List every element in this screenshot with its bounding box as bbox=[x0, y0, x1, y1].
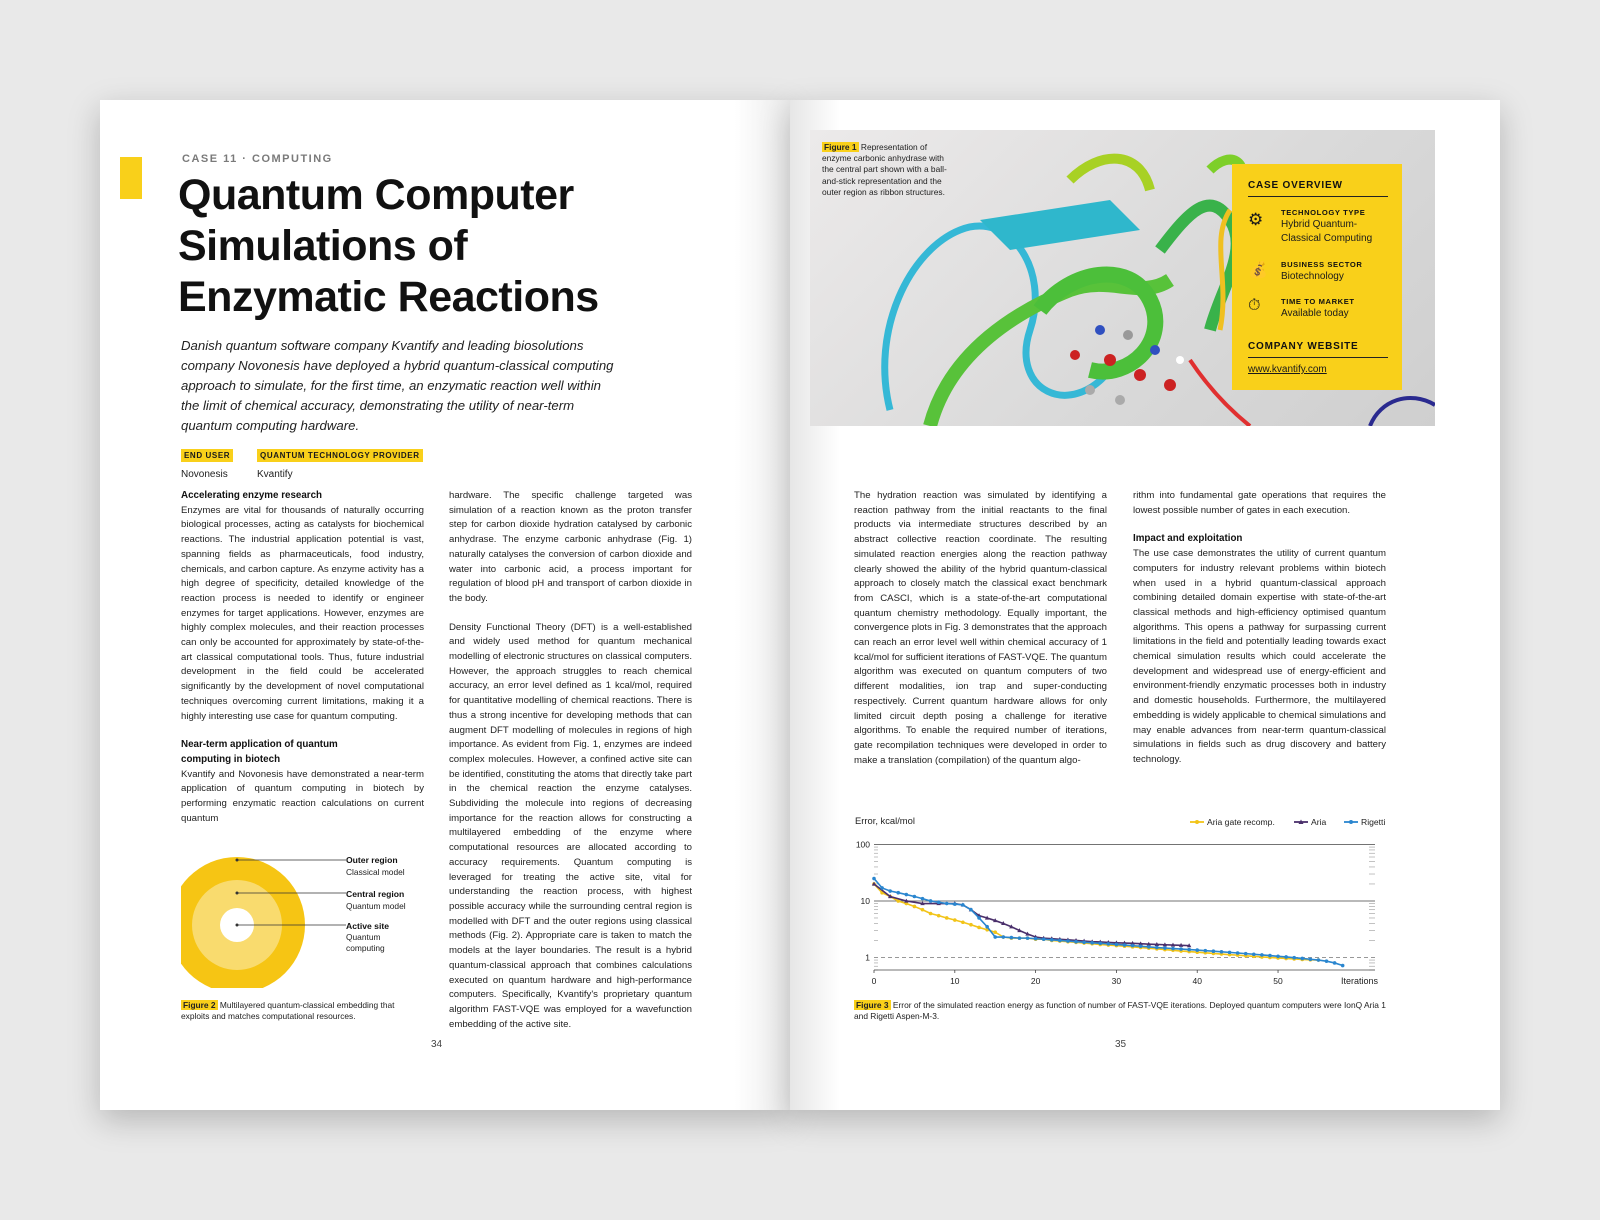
series-2-point bbox=[1252, 952, 1256, 956]
series-2-point bbox=[1042, 937, 1046, 941]
series-2-point bbox=[1098, 942, 1102, 946]
series-2-point bbox=[1187, 948, 1191, 952]
series-2-point bbox=[1171, 947, 1175, 951]
series-0-point bbox=[913, 905, 917, 909]
provider-label: QUANTUM TECHNOLOGY PROVIDER bbox=[257, 449, 423, 462]
central-region-model: Quantum model bbox=[346, 901, 406, 911]
series-2-point bbox=[945, 902, 949, 906]
page-title bbox=[178, 170, 638, 323]
website-divider bbox=[1248, 357, 1388, 358]
central-region-label: Central region bbox=[346, 889, 405, 899]
heading-near-term: Near-term application of quantum computing in biotech bbox=[181, 739, 338, 765]
company-website-title: COMPANY WEBSITE bbox=[1248, 341, 1359, 352]
overview-divider bbox=[1248, 196, 1388, 197]
active-site-model: Quantum computing bbox=[346, 932, 385, 953]
figure-2 bbox=[181, 850, 441, 990]
case-overview-box bbox=[1232, 164, 1402, 390]
convergence-chart bbox=[850, 812, 1400, 997]
end-user-block bbox=[181, 445, 233, 480]
series-2-point bbox=[1333, 961, 1337, 965]
series-2-point bbox=[1058, 939, 1062, 943]
series-line-1 bbox=[874, 884, 1189, 946]
series-2-point bbox=[929, 899, 933, 903]
figure-1-caption bbox=[822, 142, 947, 198]
series-2-point bbox=[1212, 949, 1216, 953]
x-tick-label-5: 50 bbox=[1273, 976, 1283, 986]
series-2-point bbox=[1026, 936, 1030, 940]
provider-value: Kvantify bbox=[257, 469, 293, 480]
business-sector-value: Biotechnology bbox=[1281, 271, 1344, 282]
series-2-point bbox=[1010, 936, 1014, 940]
series-2-point bbox=[1300, 957, 1304, 961]
case-overview-title: CASE OVERVIEW bbox=[1248, 180, 1343, 191]
x-tick-label-2: 20 bbox=[1030, 976, 1041, 986]
provider-block bbox=[257, 445, 423, 480]
page-number-right: 35 bbox=[1115, 1039, 1127, 1050]
case-kicker: CASE 11 · COMPUTING bbox=[182, 153, 333, 165]
series-2-point bbox=[993, 935, 997, 939]
series-2-point bbox=[880, 886, 884, 890]
paragraph-gate-ops: rithm into fundamental gate operations that requires the lowest possible number of gates in each execution. bbox=[1133, 490, 1386, 516]
series-2-point bbox=[961, 903, 965, 907]
series-2-point bbox=[1131, 944, 1135, 948]
series-2-point bbox=[1163, 946, 1167, 950]
chart-series bbox=[872, 877, 1345, 968]
title-line-3: Enzymatic Reactions bbox=[178, 273, 599, 321]
right-page bbox=[790, 100, 1500, 1110]
technology-type-label: TECHNOLOGY TYPE bbox=[1281, 208, 1366, 217]
figure-1-text: Representation of enzyme carbonic anhydrase with the central part shown with a ball-and-stick representation and the outer region as ribbon structures. bbox=[822, 142, 947, 197]
paragraph-accelerating: Enzymes are vital for thousands of naturally occurring biological processes, acting as catalysts for biochemical reactions. The industrial application potential is vast, spanning fields as pharmaceuticals, food industry, chemicals, and carbon capture. As enzyme activity has a high degree of specificity, detailed knowledge of the reaction process is needed to identify or engineer enzymes for target applications. However, enzymes are highly complex molecules, and their reaction processes can only be accounted for approximately by state-of-the-art classical computational tools. Thus, future industrial development in the field could be accelerated significantly by the development of novel computational techniques overcoming current limitations, making it a highly interesting use case for quantum computing. bbox=[181, 504, 424, 722]
legend-label-1: Aria bbox=[1311, 817, 1327, 827]
heading-accelerating: Accelerating enzyme research bbox=[181, 490, 323, 501]
series-2-point bbox=[1317, 958, 1321, 962]
series-2-point bbox=[1139, 944, 1143, 948]
left-page bbox=[100, 100, 790, 1110]
series-2-point bbox=[921, 897, 925, 901]
series-2-point bbox=[1082, 940, 1086, 944]
series-2-point bbox=[953, 902, 957, 906]
gears-icon: ⚙ bbox=[1248, 210, 1264, 229]
right-column-2 bbox=[1133, 489, 1386, 768]
series-line-2 bbox=[874, 878, 1343, 965]
series-2-point bbox=[1155, 946, 1159, 950]
y-tick-label-0: 1 bbox=[865, 952, 870, 963]
series-2-point bbox=[1276, 954, 1280, 958]
series-0-point bbox=[929, 912, 933, 916]
figure-1-label: Figure 1 bbox=[824, 142, 857, 152]
series-0-point bbox=[977, 926, 981, 930]
time-to-market-value: Available today bbox=[1281, 308, 1349, 319]
paragraph-dft: Density Functional Theory (DFT) is a well-established and widely used method for quantum mechanical modelling of electronic structures on classical computers. However, the approach struggles to reach chemical accuracy, an error level defined as 1 kcal/mol, required for quantitative modelling of chemical reactions. There is thus a strong incentive for developing methods that can augment DFT modelling of molecules in regions of high importance. As evident from Fig. 1, enzymes are indeed complex molecules. However, a confined active site can be identified, constituting the atoms that directly take part in the chemical reaction the enzyme catalyses. Subdividing the molecule into regions of decreasing importance for the reaction allows for constructing a multilayered embedding of the enzyme where computational resources are allocated according to accuracy requirements. Quantum computing is leveraged for treating the active site, vital for understanding the reaction process, with highest possible accuracy while the surrounding central region is modelled with DFT and the outer regions using classical methods (Fig. 2). Appropriate care is taken to match the models at the layer boundaries. The result is a hybrid quantum-classical approach that combines calculations executed on quantum hardware and high-performance computers. Specifically, Kvantify's proprietary quantum algorithm FAST-VQE was employed for a wavefunction embedding of the active site. bbox=[449, 621, 692, 1030]
business-sector-label: BUSINESS SECTOR bbox=[1281, 260, 1363, 269]
series-2-point bbox=[1001, 935, 1005, 939]
series-2-point bbox=[913, 895, 917, 899]
series-2-point bbox=[1292, 956, 1296, 960]
series-2-point bbox=[905, 893, 909, 897]
series-2-point bbox=[1123, 943, 1127, 947]
series-2-point bbox=[969, 908, 973, 912]
heading-impact: Impact and exploitation bbox=[1133, 533, 1243, 545]
series-2-point bbox=[1107, 942, 1111, 946]
series-2-point bbox=[888, 889, 892, 893]
figure-2-text: Multilayered quantum-classical embedding that exploits and matches computational resources. bbox=[181, 1000, 395, 1022]
left-column-2 bbox=[449, 489, 692, 1032]
series-2-point bbox=[985, 925, 989, 929]
series-2-point bbox=[1195, 948, 1199, 952]
outer-region-model: Classical model bbox=[346, 867, 405, 877]
series-2-point bbox=[1179, 947, 1183, 951]
series-2-point bbox=[1228, 951, 1232, 955]
end-user-value: Novonesis bbox=[181, 469, 228, 480]
series-line-0 bbox=[874, 884, 1318, 960]
series-2-point bbox=[937, 900, 941, 904]
figure-3-label: Figure 3 bbox=[856, 1000, 889, 1010]
x-tick-label-3: 30 bbox=[1111, 976, 1122, 986]
figure-3-text: Error of the simulated reaction energy as function of number of FAST-VQE iterations. Deployed quantum computers were IonQ Aria 1 and Rigetti Aspen-M-3. bbox=[854, 1000, 1386, 1022]
accent-block bbox=[120, 157, 142, 199]
series-2-point bbox=[1341, 964, 1345, 968]
series-2-point bbox=[1090, 941, 1094, 945]
series-2-point bbox=[872, 877, 876, 881]
series-2-point bbox=[1066, 939, 1070, 943]
series-2-point bbox=[1204, 949, 1208, 953]
series-0-point bbox=[969, 923, 973, 927]
x-axis-label: Iterations bbox=[1340, 976, 1378, 986]
series-2-point bbox=[1147, 945, 1151, 949]
series-2-point bbox=[1050, 938, 1054, 942]
title-line-2: Simulations of bbox=[178, 222, 468, 270]
y-tick-label-2: 100 bbox=[855, 839, 870, 850]
series-2-point bbox=[1325, 959, 1329, 963]
series-0-point bbox=[937, 914, 941, 918]
right-column-1 bbox=[854, 489, 1107, 768]
paragraph-near-term: Kvantify and Novonesis have demonstrated a near-term application of quantum computing in biotech by performing enzymatic reaction calculations on current quantum bbox=[181, 768, 424, 824]
lead-paragraph: Danish quantum software company Kvantify and leading biosolutions company Novonesis have deployed a hybrid quantum-classical computing approach to simulate, for the first time, an enzymatic reaction well within the limit of chemical accuracy, demonstrating the utility of near-term quantum computing hardware. bbox=[181, 338, 614, 433]
series-0-point bbox=[993, 930, 997, 934]
series-0-point bbox=[945, 916, 949, 920]
stopwatch-icon: ⏱ bbox=[1248, 297, 1261, 314]
series-2-point bbox=[1074, 940, 1078, 944]
series-0-point bbox=[953, 918, 957, 922]
series-2-point bbox=[1220, 950, 1224, 954]
active-site-label: Active site bbox=[346, 921, 389, 931]
x-tick-label-4: 40 bbox=[1192, 976, 1202, 986]
figure-2-caption bbox=[181, 1000, 401, 1022]
series-0-point bbox=[961, 920, 965, 924]
paragraph-impact: The use case demonstrates the utility of current quantum computers for industry relevant problems within biotech when used in a hybrid quantum-classical approach combining detailed domain expertise with state-of-the-art classical methods and high-efficiency optimised quantum algorithms. This opens a pathway for surpassing current limitations in the field and potentially leading towards exact chemical simulation results which could accelerate the development and widespread use of energy-efficient and environment-friendly enzymatic processes both in industry and domestic households. Furthermore, the multilayered embedding is widely applicable to chemical simulations and may enable advances from near-term quantum-classical simulations in fields such as drug discovery and battery technology. bbox=[1133, 548, 1386, 765]
left-column-1 bbox=[181, 489, 424, 826]
series-2-point bbox=[1268, 954, 1272, 958]
figure-2-label: Figure 2 bbox=[183, 1000, 216, 1010]
series-2-point bbox=[1236, 951, 1240, 955]
page-number-left: 34 bbox=[431, 1039, 443, 1050]
y-axis-label: Error, kcal/mol bbox=[855, 815, 915, 826]
chart-axes bbox=[856, 839, 1375, 986]
chart-grid bbox=[874, 844, 1375, 970]
paragraph-hardware: hardware. The specific challenge targeted was simulation of a reaction known as the proton transfer step for carbon dioxide hydration catalysed by carbonic anhydrase. The enzyme carbonic anhydrase (Fig. 1) naturally catalyses the conversion of carbon dioxide and water into carbonic acid, a process important for regulation of blood pH and transport of carbon dioxide in the body. bbox=[449, 490, 692, 604]
x-tick-label-0: 0 bbox=[871, 976, 877, 986]
series-2-point bbox=[1260, 953, 1264, 957]
title-line-1: Quantum Computer bbox=[178, 171, 574, 219]
time-to-market-label: TIME TO MARKET bbox=[1281, 297, 1355, 306]
outer-region-label: Outer region bbox=[346, 855, 398, 865]
series-2-point bbox=[1244, 952, 1248, 956]
series-2-point bbox=[1018, 936, 1022, 940]
chart-legend bbox=[1190, 817, 1385, 827]
figure-3-caption bbox=[854, 1000, 1389, 1022]
series-2-point bbox=[896, 891, 900, 895]
company-website-link[interactable]: www.kvantify.com bbox=[1248, 364, 1327, 375]
series-2-point bbox=[1309, 957, 1313, 961]
y-tick-label-1: 10 bbox=[860, 895, 870, 906]
paragraph-hydration: The hydration reaction was simulated by identifying a reaction pathway from the initial reactants to the final products via intermediate structures described by an abstract collective reaction coordinate. The resulting simulated reaction energies along the reaction pathway clearly showed the ability of the hybrid quantum-classical approach to closely match the classical exact benchmark from CASCI, which is a state-of-the-art computational quantum chemistry methodology. Equally important, the convergence plots in Fig. 3 demonstrates that the approach can reach an error level well within chemical accuracy of 1 kcal/mol for sufficient iterations of FAST-VQE. The quantum algorithm was executed on quantum computers of two different modalities, ion trap and super-conducting respectively. Current quantum hardware allows for only limited circuit depth posing a challenge for iterative algorithms. To enable the required number of iterations, gate recompilation techniques were developed in order to make a translation (compilation) of the quantum algo- bbox=[854, 490, 1107, 766]
series-2-point bbox=[1115, 943, 1119, 947]
legend-marker-0 bbox=[1195, 820, 1199, 824]
series-2-point bbox=[1034, 937, 1038, 941]
embedding-diagram bbox=[181, 850, 441, 990]
series-0-point bbox=[921, 908, 925, 912]
end-user-label: END USER bbox=[181, 449, 233, 462]
x-tick-label-1: 10 bbox=[950, 976, 960, 986]
series-2-point bbox=[1284, 955, 1288, 959]
money-bag-icon: 💰 bbox=[1248, 262, 1268, 279]
legend-label-2: Rigetti bbox=[1361, 817, 1386, 827]
legend-label-0: Aria gate recomp. bbox=[1207, 817, 1275, 827]
series-2-point bbox=[977, 916, 981, 920]
technology-type-value: Hybrid Quantum-Classical Computing bbox=[1281, 219, 1373, 244]
legend-marker-2 bbox=[1349, 820, 1353, 824]
